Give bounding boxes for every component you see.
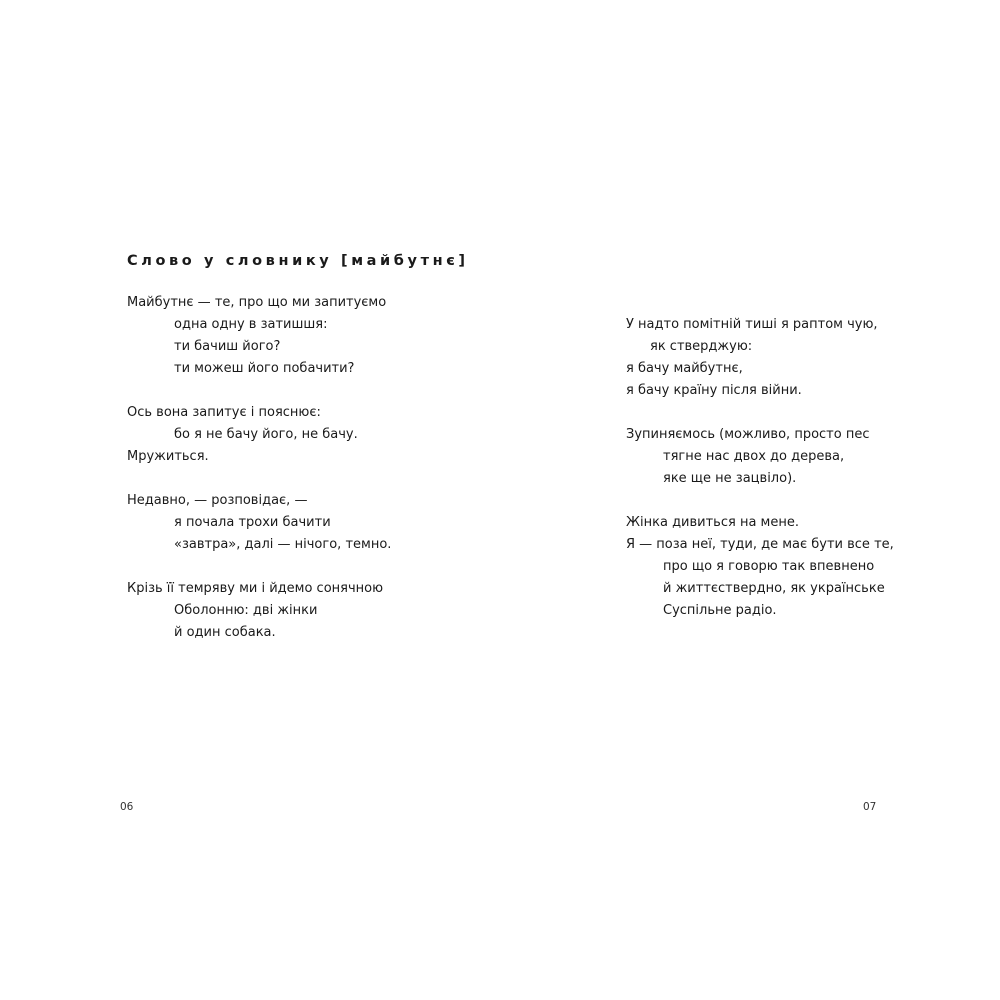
poem-line: про що я говорю так впевнено — [663, 559, 875, 574]
poem-line: я почала трохи бачити — [174, 515, 331, 530]
page-number-left: 06 — [120, 801, 134, 813]
poem-line: ти можеш його побачити? — [174, 361, 355, 376]
poem-line: Крізь її темряву ми і йдемо сонячною — [127, 581, 384, 596]
poem-line: Майбутнє — те, про що ми запитуємо — [127, 295, 387, 310]
poem-line: Мружиться. — [127, 449, 209, 464]
poem-line: У надто помітній тиші я раптом чую, — [626, 317, 878, 332]
stanza — [626, 424, 894, 490]
stanza — [127, 292, 391, 380]
poem-line: Оболонню: дві жінки — [174, 603, 318, 618]
stanza — [127, 490, 391, 556]
poem-line: тягне нас двох до дерева, — [663, 449, 845, 464]
poem-line: «завтра», далі — нічого, темно. — [174, 537, 392, 552]
right-page — [500, 0, 1000, 1000]
poem-line: Ось вона запитує і пояснює: — [127, 405, 321, 420]
left-poem-body — [127, 292, 391, 666]
poem-line: Я — поза неї, туди, де має бути все те, — [626, 537, 894, 552]
poem-line: як стверджую: — [650, 339, 753, 354]
page-number-right: 07 — [863, 801, 877, 813]
stanza — [127, 402, 391, 468]
poem-title: Слово у словнику [майбутнє] — [127, 253, 469, 269]
poem-line: одна одну в затишшя: — [174, 317, 328, 332]
poem-line: Недавно, — розповідає, — — [127, 493, 308, 508]
poem-line: Жінка дивиться на мене. — [626, 515, 799, 530]
poem-line: Зупиняємось (можливо, просто пес — [626, 427, 870, 442]
poem-line: Суспільне радіо. — [663, 603, 777, 618]
poem-line: яке ще не зацвіло). — [663, 471, 797, 486]
stanza — [127, 578, 391, 644]
poem-line: я бачу майбутнє, — [626, 361, 743, 376]
right-poem-body — [626, 314, 894, 644]
poem-line: бо я не бачу його, не бачу. — [174, 427, 358, 442]
poem-line: й життєствердно, як українське — [663, 581, 885, 596]
stanza — [626, 314, 894, 402]
poem-line: я бачу країну після війни. — [626, 383, 802, 398]
poem-line: й один собака. — [174, 625, 276, 640]
stanza — [626, 512, 894, 622]
poem-line: ти бачиш його? — [174, 339, 281, 354]
